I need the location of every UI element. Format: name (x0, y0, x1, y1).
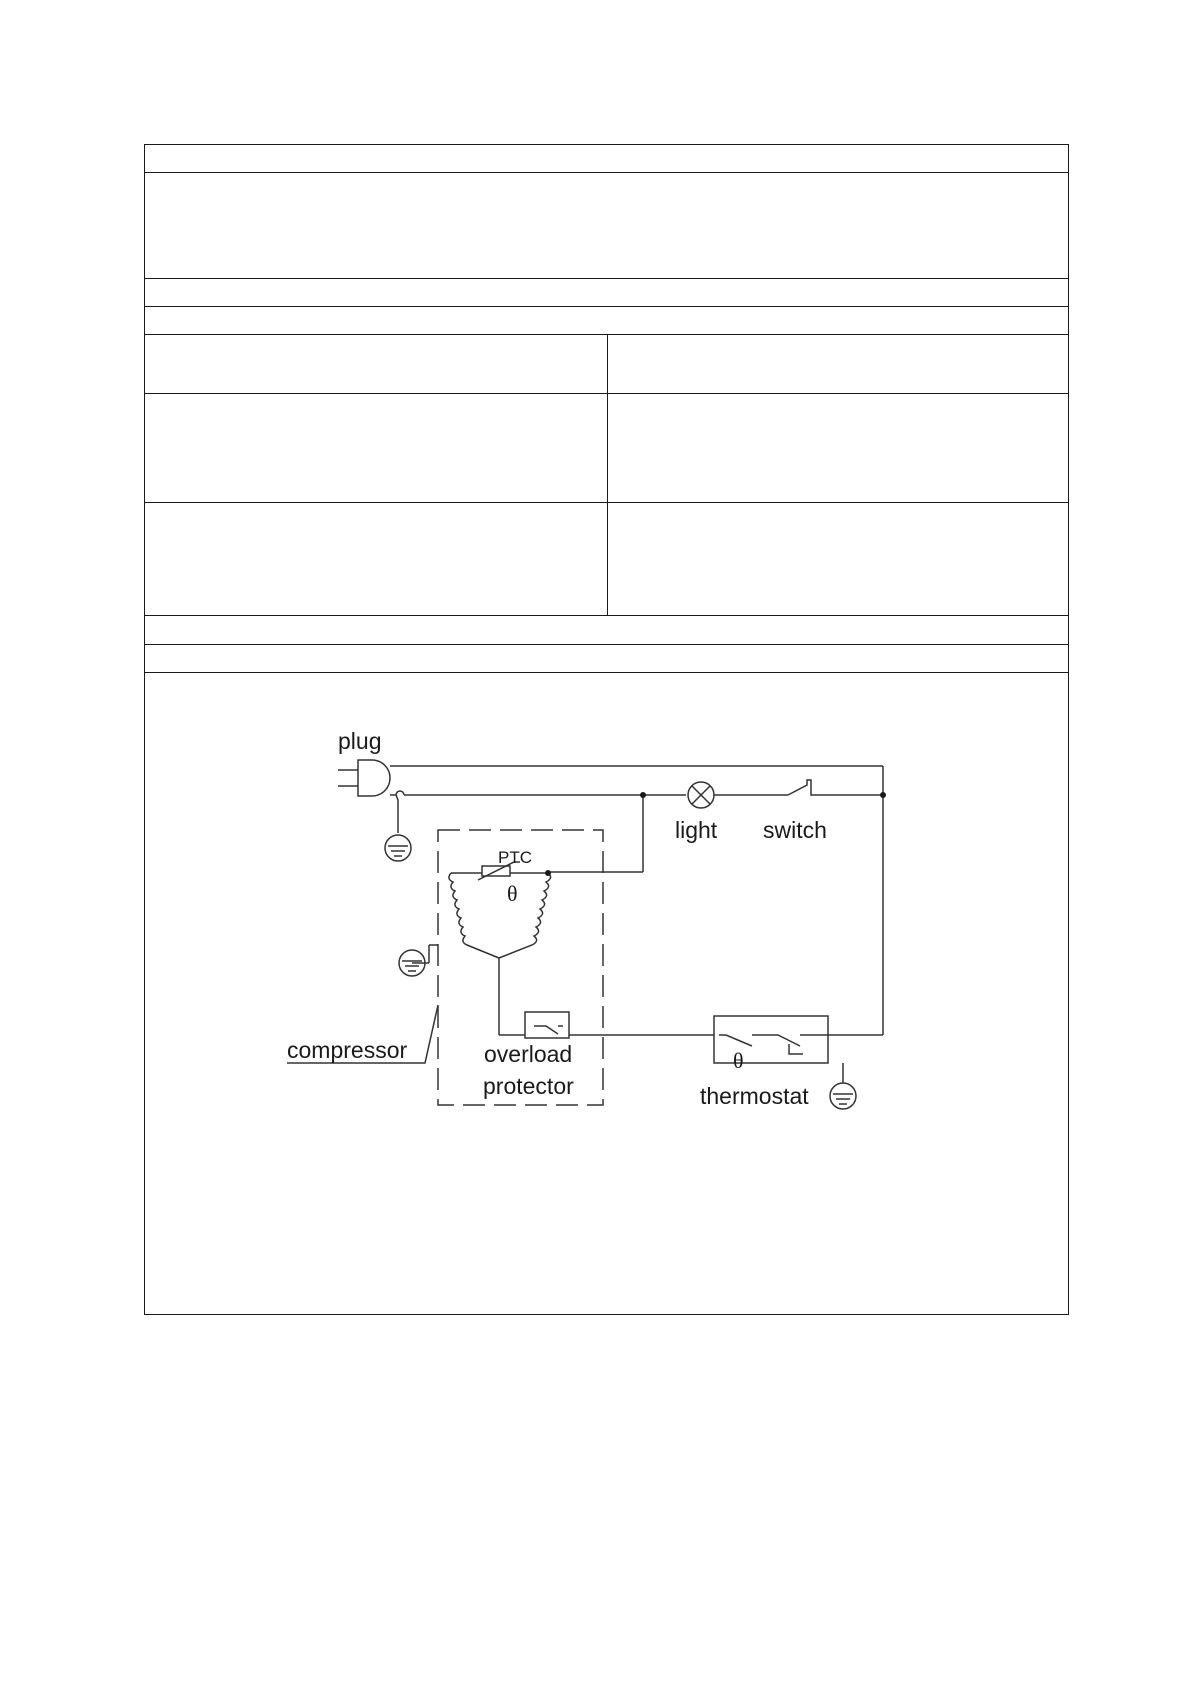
ground-icon (385, 835, 411, 861)
wire-crossover (390, 791, 404, 795)
junction-dot (880, 792, 886, 798)
junction-dot (545, 870, 551, 876)
door-switch-icon (788, 780, 883, 795)
thermostat-contacts (789, 1044, 803, 1054)
junction-dot (640, 792, 646, 798)
overload-protector-label-line1: overload (484, 1041, 573, 1067)
overload-protector-label-line2: protector (483, 1073, 574, 1099)
switch-label: switch (763, 817, 827, 843)
thermostat-theta-symbol: θ (733, 1048, 744, 1073)
plug-icon (358, 760, 390, 796)
overload-protector-icon (525, 1012, 569, 1038)
ground-icon (830, 1083, 856, 1109)
motor-winding (449, 873, 499, 958)
thermostat-label: thermostat (700, 1083, 809, 1109)
ptc-label: PTC (498, 848, 532, 867)
thermostat-contacts (719, 1035, 828, 1046)
ptc-theta-symbol: θ (507, 881, 518, 906)
thermostat-icon (714, 1016, 828, 1063)
plug-label: plug (338, 728, 382, 754)
light-label: light (675, 817, 718, 843)
earth-wire (396, 795, 398, 833)
compressor-label: compressor (287, 1037, 408, 1063)
